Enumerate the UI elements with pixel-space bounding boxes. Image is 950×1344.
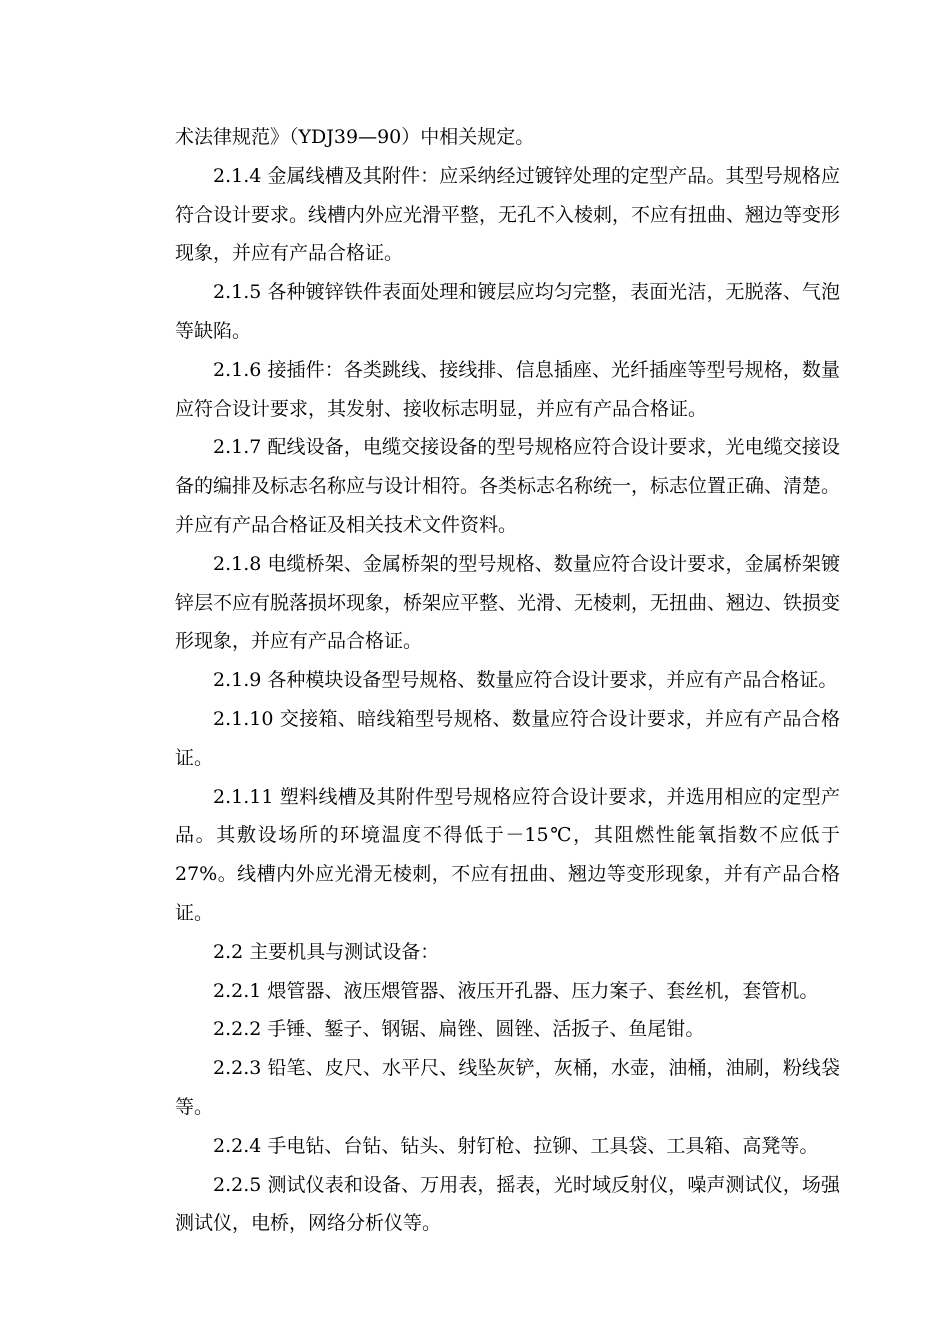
paragraph-2-1-10: 2.1.10 交接箱、暗线箱型号规格、数量应符合设计要求，并应有产品合格证。 bbox=[175, 707, 840, 769]
paragraph-2-2-5: 2.2.5 测试仪表和设备、万用表，摇表，光时域反射仪，噪声测试仪，场强测试仪，电桥，网络分析仪等。 bbox=[175, 1173, 840, 1235]
paragraph-continuation: 术法律规范》（YDJ39—90）中相关规定。 bbox=[175, 126, 535, 148]
paragraph-2-2-1: 2.2.1 煨管器、液压煨管器、液压开孔器、压力案子、套丝机，套管机。 bbox=[213, 979, 819, 1002]
paragraph-2-1-11: 2.1.11 塑料线槽及其附件型号规格应符合设计要求，并选用相应的定型产品。其敷设场所的环境温度不得低于－15℃，其阻燃性能氧指数不应低于27%。线槽内外应光滑无棱刺，不应有扭曲、翘边等变形现象，并有产品合格证。 bbox=[175, 785, 840, 924]
paragraph-2-1-6: 2.1.6 接插件：各类跳线、接线排、信息插座、光纤插座等型号规格，数量应符合设计要求，其发射、接收标志明显，并应有产品合格证。 bbox=[175, 358, 840, 420]
section-heading-2-2: 2.2 主要机具与测试设备： bbox=[213, 940, 440, 963]
paragraph-2-2-4: 2.2.4 手电钻、台钻、钻头、射钉枪、拉铆、工具袋、工具箱、高凳等。 bbox=[213, 1134, 819, 1157]
paragraph-2-2-3: 2.2.3 铅笔、皮尺、水平尺、线坠灰铲，灰桶，水壶，油桶，油刷，粉线袋等。 bbox=[175, 1057, 840, 1118]
paragraph-2-2-2: 2.2.2 手锤、錾子、钢锯、扁锉、圆锉、活扳子、鱼尾钳。 bbox=[213, 1018, 705, 1041]
paragraph-2-1-5: 2.1.5 各种镀锌铁件表面处理和镀层应均匀完整，表面光洁，无脱落、气泡等缺陷。 bbox=[175, 281, 840, 342]
document-page bbox=[175, 118, 840, 1243]
paragraph-2-1-7: 2.1.7 配线设备，电缆交接设备的型号规格应符合设计要求，光电缆交接设备的编排及标志名称应与设计相符。各类标志名称统一，标志位置正确、清楚。并应有产品合格证及相关技术文件资料。 bbox=[175, 436, 841, 536]
paragraph-2-1-4: 2.1.4 金属线槽及其附件：应采纳经过镀锌处理的定型产品。其型号规格应符合设计要求。线槽内外应光滑平整，无孔不入棱刺，不应有扭曲、翘边等变形现象，并应有产品合格证。 bbox=[175, 164, 841, 265]
paragraph-2-1-8: 2.1.8 电缆桥架、金属桥架的型号规格、数量应符合设计要求，金属桥架镀锌层不应有脱落损坏现象，桥架应平整、光滑、无棱刺，无扭曲、翘边、铁损变形现象，并应有产品合格证。 bbox=[175, 552, 841, 653]
paragraph-2-1-9: 2.1.9 各种模块设备型号规格、数量应符合设计要求，并应有产品合格证。 bbox=[213, 669, 838, 692]
